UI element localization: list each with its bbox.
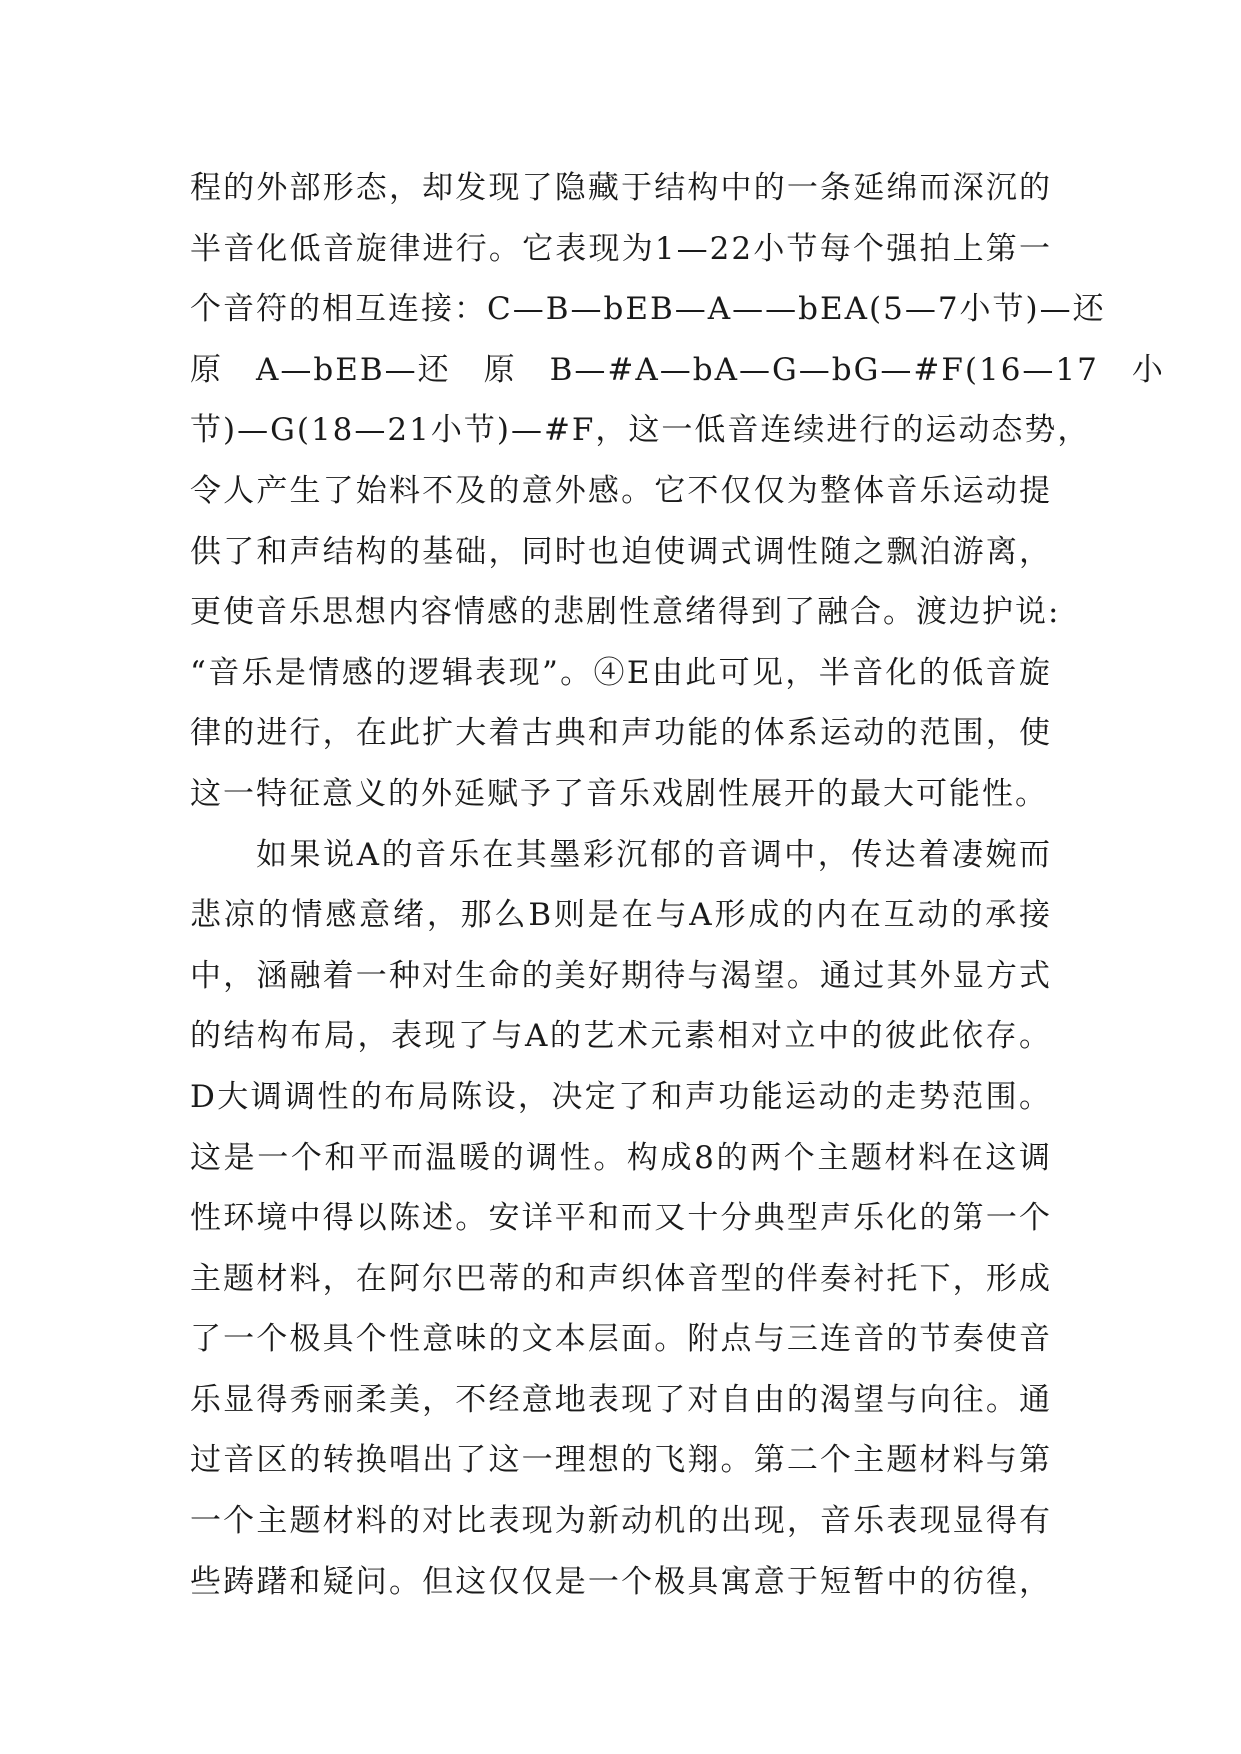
paragraph-1 xyxy=(190,158,1165,825)
text-line: 供了和声结构的基础，同时也迫使调式调性随之飘泊游离， xyxy=(190,533,1052,570)
text-line: 更使音乐思想内容情感的悲剧性意绪得到了融合。渡边护说: xyxy=(190,594,1061,631)
text-line: 中，涵融着一种对生命的美好期待与渴望。通过其外显方式 xyxy=(190,957,1052,994)
text-line: 程的外部形态，却发现了隐藏于结构中的一条延绵而深沉的 xyxy=(190,170,1052,206)
text-line: 半音化低音旋律进行。它表现为1—22小节每个强拍上第一 xyxy=(190,230,1052,267)
text-line: 原 A—bEB—还 原 B—#A—bA—G—bG—#F(16—17 小 xyxy=(190,351,1165,388)
text-line: 这是一个和平而温暖的调性。构成8的两个主题材料在这调 xyxy=(190,1139,1052,1176)
body-text xyxy=(190,158,1165,1612)
text-line: 了一个极具个性意味的文本层面。附点与三连音的节奏使音 xyxy=(190,1321,1052,1358)
text-line: “音乐是情感的逻辑表现”。④E由此可见，半音化的低音旋 xyxy=(190,654,1052,691)
text-line: 性环境中得以陈述。安详平和而又十分典型声乐化的第一个 xyxy=(190,1200,1052,1237)
text-line: 的结构布局，表现了与A的艺术元素相对立中的彼此依存。 xyxy=(190,1018,1052,1055)
text-line: 节)—G(18—21小节)—#F，这一低音连续进行的运动态势， xyxy=(190,412,1091,449)
text-line: 令人产生了始料不及的意外感。它不仅仅为整体音乐运动提 xyxy=(190,472,1052,509)
text-line: 个音符的相互连接：C—B—bEB—A——bEA(5—7小节)—还 xyxy=(190,291,1106,328)
text-line: 主题材料，在阿尔巴蒂的和声织体音型的伴奏衬托下，形成 xyxy=(190,1260,1052,1297)
text-line: 这一特征意义的外延赋予了音乐戏剧性展开的最大可能性。 xyxy=(190,775,1048,812)
text-line: 些踌躇和疑问。但这仅仅是一个极具寓意于短暂中的彷徨， xyxy=(190,1563,1052,1600)
paragraph-2 xyxy=(190,825,1052,1613)
text-line: 如果说A的音乐在其墨彩沉郁的音调中，传达着凄婉而 xyxy=(256,836,1052,873)
text-line: 律的进行，在此扩大着古典和声功能的体系运动的范围，使 xyxy=(190,715,1052,752)
text-line: 乐显得秀丽柔美，不经意地表现了对自由的渴望与向往。通 xyxy=(190,1381,1052,1418)
text-line: 一个主题材料的对比表现为新动机的出现，音乐表现显得有 xyxy=(190,1503,1052,1540)
text-line: 过音区的转换唱出了这一理想的飞翔。第二个主题材料与第 xyxy=(190,1442,1052,1479)
text-line: 悲凉的情感意绪，那么B则是在与A形成的内在互动的承接 xyxy=(190,897,1052,934)
text-line: D大调调性的布局陈设，决定了和声功能运动的走势范围。 xyxy=(190,1078,1052,1115)
